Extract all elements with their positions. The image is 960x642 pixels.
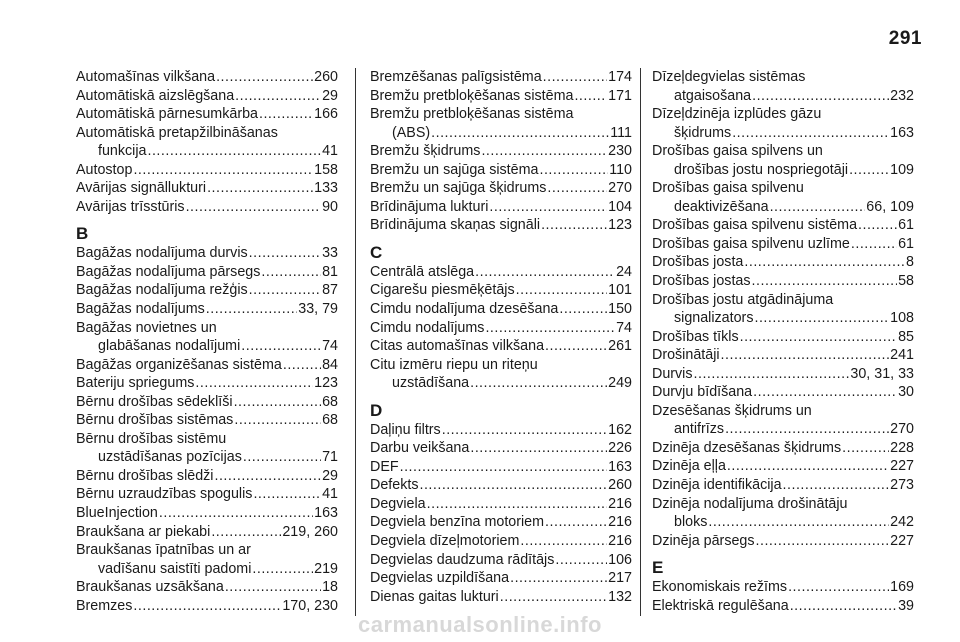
entry-page-ref[interactable]: 216 <box>608 533 632 550</box>
entry-term: Bagāžas nodalījuma durvis <box>76 245 248 262</box>
dot-leader <box>770 198 866 217</box>
entry-page-ref[interactable]: 219, 260 <box>282 523 338 540</box>
entry-term: Automašīnas vilkšana <box>76 69 216 85</box>
dot-leader <box>721 346 890 365</box>
dot-leader <box>842 439 889 458</box>
dot-leader <box>283 356 321 375</box>
entry-term: antifrīzs <box>674 421 725 438</box>
entry-term: atgaisošana <box>674 87 752 104</box>
dot-leader <box>788 578 889 597</box>
index-entry[interactable] <box>370 68 632 87</box>
entry-term: Dzinēja identifikācija <box>652 477 782 494</box>
entry-term: Braukšana ar piekabi <box>76 523 211 540</box>
index-entry[interactable] <box>370 476 632 495</box>
entry-page-ref[interactable]: 163 <box>890 124 914 141</box>
index-entry[interactable] <box>76 467 338 486</box>
index-entry[interactable] <box>652 179 914 216</box>
entry-page-ref[interactable]: 163 <box>608 458 632 475</box>
index-entry[interactable] <box>370 513 632 532</box>
dot-leader <box>500 588 607 607</box>
entry-term: Bremzes <box>76 597 133 614</box>
dot-leader <box>211 523 281 542</box>
dot-leader <box>234 411 321 430</box>
dot-leader <box>470 439 607 458</box>
dot-leader <box>243 448 321 467</box>
entry-term: Elektriskā regulēšana <box>652 597 789 614</box>
dot-leader <box>419 476 607 495</box>
index-entry[interactable] <box>76 124 338 161</box>
dot-leader <box>485 319 615 338</box>
dot-leader <box>744 253 905 272</box>
index-column-3 <box>652 68 914 615</box>
entry-term: Centrālā atslēga <box>370 263 475 280</box>
entry-term: Bērnu drošības slēdži <box>76 467 214 484</box>
dot-leader <box>481 142 607 161</box>
entry-term: Automātiskā aizslēgšana <box>76 87 235 104</box>
index-entry[interactable] <box>76 179 338 198</box>
index-entry[interactable] <box>652 365 914 384</box>
entry-page-ref[interactable]: 58 <box>898 273 914 290</box>
dot-leader <box>470 374 607 393</box>
entry-page-ref[interactable]: 166 <box>314 106 338 123</box>
entry-term: Drošības gaisa spilvens un <box>652 143 823 160</box>
dot-leader <box>543 68 608 87</box>
entry-term: Dīzeļdzinēja izplūdes gāzu <box>652 106 822 123</box>
entry-page-ref[interactable]: 61 <box>898 235 914 252</box>
dot-leader <box>235 87 321 106</box>
entry-term: Defekts <box>370 477 419 494</box>
dot-leader <box>252 560 313 579</box>
column-divider <box>640 68 641 616</box>
index-entry[interactable] <box>370 439 632 458</box>
index-entry[interactable] <box>76 68 338 87</box>
dot-leader <box>259 105 313 124</box>
entry-term: Bateriju spriegums <box>76 375 195 392</box>
entry-page-ref[interactable]: 110 <box>609 161 632 178</box>
entry-page-ref[interactable]: 87 <box>322 282 338 299</box>
entry-term: Bērnu drošības sēdeklīši <box>76 393 233 410</box>
entry-term: Bērnu drošības sistēmu <box>76 430 227 447</box>
index-entry[interactable] <box>652 105 914 142</box>
entry-page-ref[interactable]: 41 <box>322 143 338 160</box>
column-divider <box>355 68 356 616</box>
entry-term: Drošības tīkls <box>652 328 739 345</box>
index-entry[interactable] <box>370 216 632 235</box>
entry-term: Autostop <box>76 161 133 178</box>
dot-leader <box>225 578 321 597</box>
entry-page-ref[interactable]: 217 <box>608 570 632 587</box>
entry-page-ref[interactable]: 30, 31, 33 <box>850 365 914 382</box>
index-entry[interactable] <box>76 504 338 523</box>
entry-page-ref[interactable]: 158 <box>314 161 338 178</box>
index-entry[interactable] <box>370 300 632 319</box>
entry-page-ref[interactable]: 170, 230 <box>282 597 338 614</box>
entry-term: Braukšanas īpatnības un ar <box>76 542 251 559</box>
entry-term: Citu izmēru riepu un riteņu <box>370 356 538 373</box>
entry-page-ref[interactable]: 242 <box>890 514 914 531</box>
section-letter-heading: D <box>370 400 383 420</box>
entry-page-ref[interactable]: 101 <box>608 282 632 299</box>
index-entry[interactable] <box>652 439 914 458</box>
entry-term: Bremžu pretbloķēšanas sistēma <box>370 106 574 123</box>
dot-leader <box>186 198 322 217</box>
index-entry[interactable] <box>652 578 914 597</box>
index-entry[interactable] <box>370 319 632 338</box>
page-number: 291 <box>888 28 922 49</box>
index-entry[interactable] <box>76 411 338 430</box>
dot-leader <box>516 281 608 300</box>
dot-leader <box>133 161 313 180</box>
entry-page-ref[interactable]: 106 <box>608 551 632 568</box>
entry-term: Bremzēšanas palīgsistēma <box>370 69 542 85</box>
dot-leader <box>756 532 890 551</box>
index-column-2 <box>370 68 632 606</box>
entry-term: Drošības gaisa spilvenu uzlīme <box>652 235 850 252</box>
index-entry[interactable] <box>76 393 338 412</box>
entry-term: Drošības jostu atgādinājuma <box>652 291 834 308</box>
entry-term: deaktivizēšana <box>674 198 769 215</box>
entry-term: DEF <box>370 458 399 475</box>
section-letter-heading: B <box>76 224 89 244</box>
entry-page-ref[interactable]: 261 <box>608 338 632 355</box>
dot-leader <box>159 504 313 523</box>
dot-leader <box>753 383 897 402</box>
index-entry[interactable] <box>652 272 914 291</box>
dot-leader <box>740 328 897 347</box>
entry-term: Dienas gaitas lukturi <box>370 588 499 605</box>
index-entry[interactable] <box>76 198 338 217</box>
dot-leader <box>520 532 607 551</box>
index-entry[interactable] <box>76 161 338 180</box>
entry-term: Avārijas trīsstūris <box>76 198 185 215</box>
index-entry[interactable] <box>370 532 632 551</box>
entry-page-ref[interactable]: 227 <box>890 458 914 475</box>
index-entry[interactable] <box>370 142 632 161</box>
dot-leader <box>727 457 889 476</box>
entry-page-ref[interactable]: 61 <box>898 217 914 234</box>
dot-leader <box>234 393 322 412</box>
entry-term: Bremžu šķidrums <box>370 143 481 160</box>
index-entry[interactable] <box>652 476 914 495</box>
index-entry[interactable] <box>76 263 338 282</box>
entry-term: BlueInjection <box>76 505 158 522</box>
entry-term: Bērnu drošības sistēmas <box>76 412 234 429</box>
section-letter-heading: C <box>370 242 383 262</box>
entry-term: signalizators <box>674 310 754 327</box>
dot-leader <box>547 179 607 198</box>
entry-page-ref[interactable]: 68 <box>322 412 338 429</box>
entry-term: Cigarešu piesmēķētājs <box>370 282 515 299</box>
entry-term: Bagāžas organizēšanas sistēma <box>76 356 282 373</box>
index-entry[interactable] <box>652 383 914 402</box>
entry-term: Dzinēja dzesēšanas šķidrums <box>652 439 842 456</box>
index-entry[interactable] <box>370 105 632 142</box>
dot-leader <box>708 513 889 532</box>
entry-page-ref[interactable]: 41 <box>322 486 338 503</box>
entry-page-ref[interactable]: 228 <box>890 439 914 456</box>
dot-leader <box>241 337 321 356</box>
index-entry[interactable] <box>370 198 632 217</box>
entry-page-ref[interactable]: 260 <box>608 477 632 494</box>
dot-leader <box>195 374 313 393</box>
entry-page-ref[interactable]: 260 <box>314 69 338 85</box>
entry-term: funkcija <box>98 143 147 160</box>
entry-page-ref[interactable]: 123 <box>314 375 338 392</box>
entry-term: vadīšanu saistīti padomi <box>98 560 252 577</box>
dot-leader <box>510 569 607 588</box>
dot-leader <box>555 551 607 570</box>
dot-leader <box>752 272 898 291</box>
dot-leader <box>489 198 607 217</box>
entry-term: šķidrums <box>674 124 732 141</box>
index-entry[interactable] <box>370 337 632 356</box>
dot-leader <box>849 161 889 180</box>
index-entry[interactable] <box>370 87 632 106</box>
index-entry[interactable] <box>76 244 338 263</box>
entry-term: Degviela benzīna motoriem <box>370 514 545 531</box>
entry-term: Drošības gaisa spilvenu <box>652 180 804 197</box>
entry-page-ref[interactable]: 219 <box>314 560 338 577</box>
entry-term: Bremžu un sajūga sistēma <box>370 161 539 178</box>
index-entry[interactable] <box>652 495 914 532</box>
entry-term: Citas automašīnas vilkšana <box>370 338 545 355</box>
entry-page-ref[interactable]: 68 <box>322 393 338 410</box>
entry-term: Daļiņu filtrs <box>370 421 441 438</box>
entry-page-ref[interactable]: 74 <box>322 338 338 355</box>
index-entry[interactable] <box>76 281 338 300</box>
entry-term: Cimdu nodalījuma dzesēšana <box>370 301 559 318</box>
entry-term: Drošinātāji <box>652 347 720 364</box>
index-entry[interactable] <box>370 495 632 514</box>
dot-leader <box>431 124 609 143</box>
entry-term: Drošības jostas <box>652 273 751 290</box>
index-entry[interactable] <box>652 402 914 439</box>
dot-leader <box>207 179 313 198</box>
index-entry[interactable] <box>76 300 338 319</box>
entry-term: Drošības gaisa spilvenu sistēma <box>652 217 858 234</box>
entry-term: uzstādīšana <box>392 375 470 392</box>
entry-page-ref[interactable]: 227 <box>890 532 914 549</box>
entry-page-ref[interactable]: 150 <box>608 301 632 318</box>
entry-term: bloks <box>674 514 708 531</box>
entry-page-ref[interactable]: 81 <box>322 263 338 280</box>
index-entry[interactable] <box>76 541 338 578</box>
index-entry[interactable] <box>370 569 632 588</box>
entry-page-ref[interactable]: 174 <box>608 69 632 85</box>
entry-page-ref[interactable]: 216 <box>608 495 632 512</box>
entry-page-ref[interactable]: 39 <box>898 597 914 614</box>
dot-leader <box>559 300 607 319</box>
entry-page-ref[interactable]: 216 <box>608 514 632 531</box>
entry-term: Ekonomiskais režīms <box>652 579 788 596</box>
entry-term: drošības jostu nospriegotāji <box>674 161 849 178</box>
entry-term: Dīzeļdegvielas sistēmas <box>652 69 806 85</box>
entry-page-ref[interactable]: 232 <box>890 87 914 104</box>
entry-term: Dzinēja nodalījuma drošinātāju <box>652 495 848 512</box>
dot-leader <box>249 244 321 263</box>
entry-page-ref[interactable]: 169 <box>890 579 914 596</box>
entry-term: Degvielas uzpildīšana <box>370 570 510 587</box>
dot-leader <box>249 281 321 300</box>
dot-leader <box>147 142 321 161</box>
index-entry[interactable] <box>652 253 914 272</box>
entry-term: Braukšanas uzsākšana <box>76 579 224 596</box>
entry-page-ref[interactable]: 132 <box>608 588 632 605</box>
entry-page-ref[interactable]: 270 <box>608 180 632 197</box>
index-entry[interactable] <box>370 281 632 300</box>
entry-page-ref[interactable]: 108 <box>890 310 914 327</box>
index-entry[interactable] <box>370 263 632 282</box>
entry-term: Dzesēšanas šķidrums un <box>652 402 812 419</box>
entry-page-ref[interactable]: 162 <box>608 421 632 438</box>
index-entry[interactable] <box>370 179 632 198</box>
dot-leader <box>574 87 607 106</box>
index-entry[interactable] <box>370 551 632 570</box>
dot-leader <box>261 263 321 282</box>
entry-term: Darbu veikšana <box>370 440 470 457</box>
entry-page-ref[interactable]: 104 <box>608 198 632 215</box>
entry-page-ref[interactable]: 270 <box>890 421 914 438</box>
entry-term: Degviela dīzeļmotoriem <box>370 533 520 550</box>
index-entry[interactable] <box>652 457 914 476</box>
entry-page-ref[interactable]: 8 <box>906 254 914 271</box>
dot-leader <box>858 216 897 235</box>
index-entry[interactable] <box>370 458 632 477</box>
dot-leader <box>725 420 889 439</box>
index-entry[interactable] <box>76 356 338 375</box>
dot-leader <box>214 467 321 486</box>
dot-leader <box>851 235 897 254</box>
entry-page-ref[interactable]: 226 <box>608 440 632 457</box>
index-entry[interactable] <box>652 532 914 551</box>
entry-term: Durvis <box>652 365 693 382</box>
index-entry[interactable] <box>76 578 338 597</box>
entry-page-ref[interactable]: 109 <box>890 161 914 178</box>
index-entry[interactable] <box>370 421 632 440</box>
entry-page-ref[interactable]: 123 <box>608 217 632 234</box>
dot-leader <box>206 300 298 319</box>
dot-leader <box>539 161 608 180</box>
index-entry[interactable] <box>370 161 632 180</box>
index-column-1 <box>76 68 338 615</box>
entry-term: Bagāžas nodalījuma režģis <box>76 282 248 299</box>
dot-leader <box>754 309 889 328</box>
entry-page-ref[interactable]: 24 <box>616 263 632 280</box>
entry-page-ref[interactable]: 74 <box>616 319 632 336</box>
index-entry[interactable] <box>652 68 914 105</box>
entry-page-ref[interactable]: 171 <box>608 87 632 104</box>
entry-page-ref[interactable]: 84 <box>322 356 338 373</box>
entry-page-ref[interactable]: 133 <box>314 180 338 197</box>
entry-term: uzstādīšanas pozīcijas <box>98 449 242 466</box>
entry-page-ref[interactable]: 241 <box>890 347 914 364</box>
index-entry[interactable] <box>652 216 914 235</box>
dot-leader <box>545 513 607 532</box>
entry-page-ref[interactable]: 30 <box>898 384 914 401</box>
section-letter-heading: E <box>652 558 664 578</box>
entry-page-ref[interactable]: 163 <box>314 505 338 522</box>
index-entry[interactable] <box>652 328 914 347</box>
entry-page-ref[interactable]: 85 <box>898 328 914 345</box>
dot-leader <box>752 87 889 106</box>
index-entry[interactable] <box>652 346 914 365</box>
index-entry[interactable] <box>76 105 338 124</box>
index-entry[interactable] <box>76 87 338 106</box>
index-entry[interactable] <box>76 485 338 504</box>
dot-leader <box>400 458 608 477</box>
entry-term: Bremžu un sajūga šķidrums <box>370 180 547 197</box>
dot-leader <box>545 337 607 356</box>
entry-page-ref[interactable]: 33 <box>322 245 338 262</box>
dot-leader <box>694 365 850 384</box>
dot-leader <box>427 495 608 514</box>
entry-term: Degviela <box>370 495 426 512</box>
entry-term: Cimdu nodalījums <box>370 319 485 336</box>
entry-term: (ABS) <box>392 124 431 141</box>
index-entry[interactable] <box>370 356 632 393</box>
entry-page-ref[interactable]: 71 <box>322 449 338 466</box>
entry-term: Dzinēja eļļa <box>652 458 726 475</box>
index-entry[interactable] <box>76 430 338 467</box>
index-entry[interactable] <box>370 588 632 607</box>
entry-term: Bagāžas novietnes un <box>76 319 217 336</box>
entry-page-ref[interactable]: 230 <box>608 143 632 160</box>
entry-page-ref[interactable]: 90 <box>322 198 338 215</box>
entry-page-ref[interactable]: 66, 109 <box>866 198 914 215</box>
dot-leader <box>253 485 321 504</box>
index-entry[interactable] <box>76 319 338 356</box>
entry-term: Degvielas daudzuma rādītājs <box>370 551 555 568</box>
entry-term: Brīdinājuma skaņas signāli <box>370 217 541 234</box>
entry-term: Bremžu pretbloķēšanas sistēma <box>370 87 574 104</box>
index-entry[interactable] <box>652 142 914 179</box>
entry-term: glabāšanas nodalījumi <box>98 338 241 355</box>
entry-term: Automātiskā pārnesumkārba <box>76 106 258 123</box>
entry-term: Durvju bīdīšana <box>652 384 753 401</box>
dot-leader <box>732 124 889 143</box>
dot-leader <box>541 216 607 235</box>
dot-leader <box>216 68 313 87</box>
entry-term: Bagāžas nodalījums <box>76 301 205 318</box>
entry-page-ref[interactable]: 29 <box>322 467 338 484</box>
entry-term: Bērnu uzraudzības spogulis <box>76 486 253 503</box>
dot-leader <box>442 421 607 440</box>
entry-term: Dzinēja pārsegs <box>652 532 755 549</box>
entry-term: Bagāžas nodalījuma pārsegs <box>76 263 261 280</box>
entry-page-ref[interactable]: 249 <box>608 375 632 392</box>
entry-term: Brīdinājuma lukturi <box>370 198 489 215</box>
entry-page-ref[interactable]: 29 <box>322 87 338 104</box>
watermark: carmanualsonline.info <box>358 612 602 637</box>
entry-term: Avārijas signāllukturi <box>76 180 207 197</box>
entry-page-ref[interactable]: 18 <box>322 579 338 596</box>
entry-term: Automātiskā pretapžilbināšanas <box>76 124 278 141</box>
index-entry[interactable] <box>652 235 914 254</box>
index-entry[interactable] <box>76 523 338 542</box>
entry-term: Drošības josta <box>652 254 744 271</box>
index-entry[interactable] <box>652 291 914 328</box>
dot-leader <box>783 476 890 495</box>
entry-page-ref[interactable]: 273 <box>890 477 914 494</box>
dot-leader <box>475 263 615 282</box>
entry-page-ref[interactable]: 111 <box>610 124 632 141</box>
index-entry[interactable] <box>76 374 338 393</box>
entry-page-ref[interactable]: 33, 79 <box>298 301 338 318</box>
